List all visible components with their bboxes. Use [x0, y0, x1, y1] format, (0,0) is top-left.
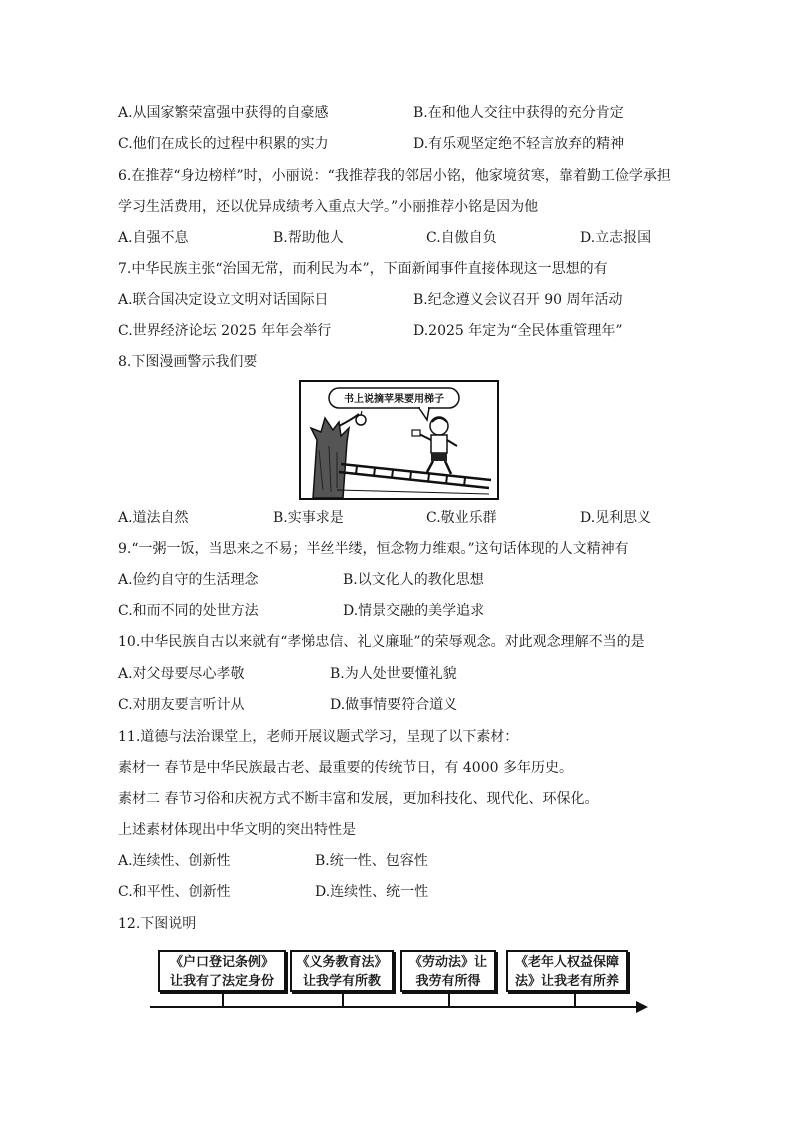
q6-option-c: C.自傲自负	[426, 230, 497, 246]
timeline-tick	[342, 992, 344, 1006]
q9-option-b: B.以文化人的教化思想	[343, 572, 484, 588]
q11-stem-2: 上述素材体现出中华文明的突出特性是	[118, 822, 356, 838]
q8-option-a: A.道法自然	[118, 510, 189, 526]
comic-caption: 书上说摘苹果要用梯子	[344, 394, 444, 405]
q7-option-a: A.联合国决定设立文明对话国际日	[118, 292, 329, 308]
timeline-arrow-icon	[636, 1001, 648, 1013]
ladder-comic	[299, 380, 499, 500]
q6-option-a: A.自强不息	[118, 230, 189, 246]
q6-option-d: D.立志报国	[580, 230, 652, 246]
q10-option-c: C.对朋友要言听计从	[118, 697, 245, 713]
q5-option-a: A.从国家繁荣富强中获得的自豪感	[118, 105, 329, 121]
law-box-text: 让我有了法定身份	[169, 974, 274, 989]
q8-option-d: D.见利思义	[580, 510, 652, 526]
q7-option-c: C.世界经济论坛 2025 年年会举行	[118, 323, 332, 339]
q11-option-d: D.连续性、统一性	[315, 884, 429, 900]
q5-option-d: D.有乐观坚定绝不轻言放弃的精神	[413, 136, 625, 152]
timeline-tick	[222, 992, 224, 1006]
law-box-text: 我劳有所得	[415, 974, 481, 989]
q11-option-b: B.统一性、包容性	[315, 853, 428, 869]
q12-stem: 12.下图说明	[118, 916, 197, 932]
q9-stem: 9.“一粥一饭，当思来之不易；半丝半缕，恒念物力维艰。”这句话体现的人文精神有	[118, 541, 629, 557]
q8-option-b: B.实事求是	[273, 510, 344, 526]
law-box-elderly-rights	[506, 950, 628, 992]
q7-option-b: B.纪念遵义会议召开 90 周年活动	[413, 292, 623, 308]
q10-option-b: B.为人处世要懂礼貌	[330, 666, 457, 682]
q10-option-d: D.做事情要符合道义	[330, 697, 458, 713]
law-box-title: 《义务教育法》	[296, 955, 388, 970]
q6-stem-line2: 学习生活费用，还以优异成绩考入重点大学。”小丽推荐小铭是因为他	[118, 199, 539, 215]
q9-option-c: C.和而不同的处世方法	[118, 603, 259, 619]
q9-option-d: D.情景交融的美学追求	[343, 603, 485, 619]
q10-option-a: A.对父母要尽心孝敬	[118, 666, 245, 682]
timeline-tick	[574, 992, 576, 1006]
law-box-title: 《劳动法》让	[408, 955, 487, 970]
q7-option-d: D.2025 年定为“全民体重管理年”	[413, 323, 623, 339]
q11-stem: 11.道德与法治课堂上，老师开展议题式学习，呈现了以下素材：	[118, 729, 519, 745]
q9-option-a: A.俭约自守的生活理念	[118, 572, 259, 588]
q8-option-c: C.敬业乐群	[426, 510, 497, 526]
q11-material-2: 素材二 春节习俗和庆祝方式不断丰富和发展，更加科技化、现代化、环保化。	[118, 791, 599, 807]
law-box-labor-law	[400, 950, 496, 992]
q7-stem: 7.中华民族主张“治国无常，而利民为本”，下面新闻事件直接体现这一思想的有	[118, 261, 608, 277]
law-box-text: 让我学有所教	[302, 974, 381, 989]
q11-option-c: C.和平性、创新性	[118, 884, 231, 900]
q11-material-1: 素材一 春节是中华民族最古老、最重要的传统节日，有 4000 多年历史。	[118, 760, 573, 776]
q5-option-c: C.他们在成长的过程中积累的实力	[118, 136, 329, 152]
q5-option-b: B.在和他人交往中获得的充分肯定	[413, 105, 624, 121]
law-timeline	[150, 948, 650, 1018]
timeline-tick	[448, 992, 450, 1006]
q6-option-b: B.帮助他人	[273, 230, 344, 246]
q11-option-a: A.连续性、创新性	[118, 853, 231, 869]
law-box-title: 《老年人权益保障	[514, 955, 619, 970]
timeline-axis	[150, 1006, 638, 1008]
law-box-compulsory-education	[290, 950, 394, 992]
q6-stem-line1: 6.在推荐“身边榜样”时，小丽说：“我推荐我的邻居小铭，他家境贫寒，靠着勤工俭学承担	[118, 168, 671, 184]
law-box-text: 法》让我老有所养	[514, 974, 619, 989]
law-box-hukou	[158, 950, 286, 992]
law-box-title: 《户口登记条例》	[169, 955, 274, 970]
q10-stem: 10.中华民族自古以来就有“孝悌忠信、礼义廉耻”的荣辱观念。对此观念理解不当的是	[118, 634, 645, 650]
q8-stem: 8.下图漫画警示我们要	[118, 354, 258, 370]
